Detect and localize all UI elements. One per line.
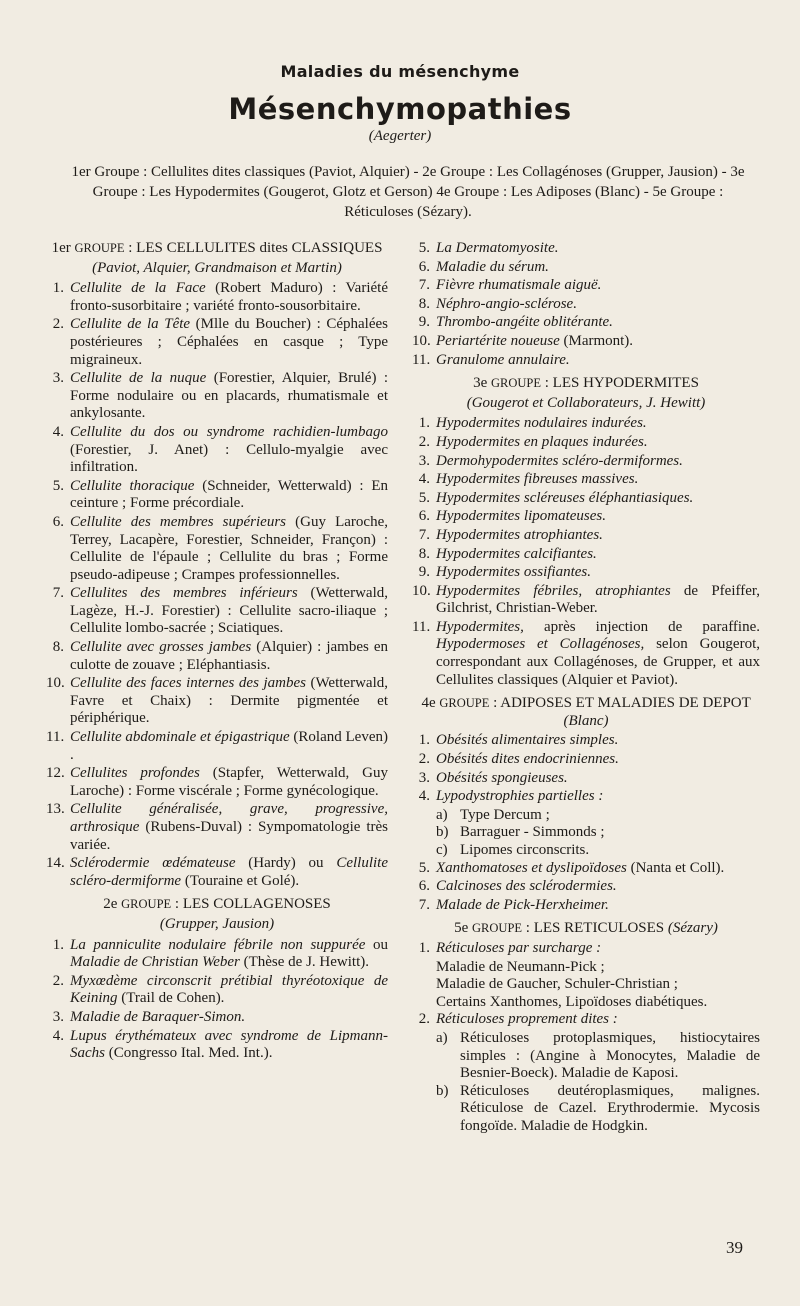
group-3-list — [412, 415, 764, 689]
item-text — [70, 370, 392, 423]
item-number: 3. — [52, 370, 64, 387]
item-title: Cellulite abdominale et épigastrique — [70, 729, 290, 746]
item-text — [436, 296, 760, 314]
item-text — [436, 751, 760, 769]
item-text — [70, 729, 392, 764]
item-number: 6. — [418, 878, 430, 895]
item-text — [436, 314, 760, 332]
list-item — [412, 751, 760, 769]
item-text — [436, 897, 760, 915]
list-item — [412, 860, 760, 878]
item-text — [70, 316, 392, 369]
item-title: Thrombo-angéite oblitérante. — [436, 314, 613, 331]
item-number: 6. — [418, 508, 430, 525]
group-4-list-continued — [412, 860, 760, 915]
item-text: Réticuloses proprement dites : — [436, 1011, 618, 1028]
item-text — [70, 585, 392, 638]
item-title: Periartérite noueuse — [436, 332, 560, 349]
group-3-title: LES HYPODERMITES — [552, 375, 699, 392]
item-detail: (Robert Maduro) : Variété fronto-susorbitaire ; variété fronto-sousorbitaire. — [70, 280, 392, 314]
item-detail: (Alquier) : jambes en culotte de zouave ; Eléphantiasis. — [70, 639, 392, 673]
list-item — [412, 434, 760, 452]
item-number: 7. — [52, 585, 64, 602]
item-detail: (Guy Laroche, Terrey, Lacapère, Forestier, Schneider, Françon) : Cellulite de l'épaule ; Cellulite du bras ; Forme pseudo-adipeuse ; Crampes professionnelles. — [70, 513, 392, 583]
group-5-item-1-lines — [412, 959, 760, 1012]
group-4-title: ADIPOSES ET MALADIES DE DEPOT — [500, 695, 751, 712]
sub-item-text: Type Dercum ; — [460, 806, 550, 823]
item-title: Cellulite scléro-dermiforme — [70, 855, 392, 889]
page-number: 39 — [726, 1238, 743, 1257]
item-text — [436, 471, 760, 489]
item-title: Maladie de Christian Weber — [70, 954, 240, 971]
group-1-authors: (Paviot, Alquier, Grandmaison et Martin) — [92, 259, 342, 276]
item-title: Hypodermites fébriles, atrophiantes — [436, 582, 671, 599]
list-item — [46, 765, 392, 800]
item-text — [70, 423, 392, 477]
group-4-heading: 4e GROUPE : ADIPOSES ET MALADIES DE DEPOT (Blanc) — [421, 695, 751, 729]
item-detail: (Stapfer, Wetterwald, Guy Laroche) : Forme viscérale ; Forme gynécologique. — [70, 765, 392, 799]
list-item — [412, 352, 760, 370]
group-2-authors: (Grupper, Jausion) — [159, 915, 275, 932]
item-text — [70, 280, 392, 315]
list-item — [412, 259, 760, 277]
supertitle: Maladies du mésenchyme — [280, 62, 520, 81]
item-number: 13. — [46, 801, 65, 818]
list-item — [46, 639, 392, 674]
group-2-heading: 2e GROUPE : LES COLLAGENOSES — [103, 896, 331, 913]
item-number: 9. — [418, 314, 430, 331]
item-title: Cellulite généralisée, grave, progressive, arthrosique — [70, 801, 392, 835]
item-detail: (Touraine et Golé). — [181, 872, 300, 889]
list-item — [46, 513, 392, 584]
title-author: (Aegerter) — [368, 128, 432, 144]
item-title: La Dermatomyosite. — [436, 240, 559, 256]
item-text: Réticuloses par surcharge : — [436, 939, 602, 956]
item-detail: (Congresso Ital. Med. Int.). — [105, 1045, 273, 1062]
list-item — [412, 618, 764, 689]
item-text — [436, 788, 760, 806]
item-text — [436, 770, 760, 788]
list-item — [412, 878, 760, 896]
group-4-list — [412, 732, 760, 805]
item-detail: (Forestier, J. Anet) : Cellulo-myalgie avec infiltration. — [70, 423, 392, 476]
sub-item-text: Barraguer - Simmonds ; — [460, 824, 605, 841]
list-item — [412, 490, 760, 508]
page-title: Mésenchymopathies — [228, 92, 572, 126]
item-title: Granulome annulaire. — [436, 351, 570, 368]
group-5-label: GROUPE — [472, 921, 523, 936]
sub-item — [412, 807, 760, 825]
list-item — [412, 333, 760, 351]
item-title: Hypodermites ossifiantes. — [436, 564, 591, 581]
item-number: 4. — [52, 1027, 64, 1044]
item-title: Fièvre rhumatismale aiguë. — [436, 277, 602, 294]
item-detail: selon Gougerot, correspondant aux Collagénoses, de Grupper, et aux Cellulites classiques (Alquier et Paviot). — [436, 636, 764, 688]
item-title: Cellulite des faces internes des jambes — [70, 675, 306, 692]
group-2-list-continued — [412, 240, 760, 369]
item-number: 7. — [418, 896, 430, 913]
group-3-authors: (Gougerot et Collaborateurs, J. Hewitt) — [466, 394, 706, 411]
group-1-title: LES CELLULITES dites CLASSIQUES — [136, 240, 383, 256]
item-title: La panniculite nodulaire fébrile non suppurée — [70, 936, 366, 953]
sub-item-text: Lipomes circonscrits. — [460, 842, 590, 858]
item-title: Cellulites profondes — [70, 765, 200, 782]
item-text — [70, 675, 392, 728]
item-detail: (Forestier, Alquier, Brulé) : Forme nodulaire ou en placards, rhumatismale et ankylosante. — [70, 370, 392, 422]
item-title: Cellulite de la Tête — [70, 316, 191, 333]
item-title: Hypodermites en plaques indurées. — [436, 433, 648, 450]
item-text — [436, 878, 760, 896]
item-detail: (Nanta et Coll). — [626, 859, 725, 876]
item-number: 2. — [418, 751, 430, 768]
item-line: Maladie de Gaucher, Schuler-Christian ; — [436, 976, 678, 993]
item-title: Hypodermoses et Collagénoses, — [436, 636, 645, 653]
item-number: 11. — [46, 729, 65, 746]
item-number: 2. — [418, 433, 430, 450]
list-item — [412, 732, 760, 750]
item-title: Dermohypodermites scléro-dermiformes. — [436, 452, 683, 469]
list-item — [46, 316, 392, 369]
sub-item — [412, 824, 760, 842]
group-4-num: 4e — [421, 695, 436, 712]
item-text — [70, 1009, 388, 1027]
item-text — [436, 434, 760, 452]
item-title: Lypodystrophies partielles : — [436, 788, 604, 805]
item-text — [436, 333, 760, 351]
list-item — [412, 788, 760, 806]
group-2-list — [46, 936, 392, 1063]
list-item — [46, 280, 392, 315]
item-title: Hypodermites nodulaires indurées. — [436, 415, 647, 432]
item-number: 7. — [418, 277, 430, 294]
group-3-heading: 3e GROUPE : LES HYPODERMITES — [473, 375, 699, 392]
item-detail: (Marmont). — [559, 332, 634, 349]
item-number: 10. — [46, 675, 65, 692]
sub-item-letter: a) — [436, 1029, 448, 1046]
list-item — [412, 582, 764, 618]
item-number: 8. — [52, 639, 64, 656]
item-line: Certains Xanthomes, Lipoïdoses diabétiques. — [436, 993, 708, 1010]
item-title: Cellulite avec grosses jambes — [70, 639, 252, 656]
list-item — [412, 897, 760, 915]
item-title: Cellulite des membres supérieurs — [70, 513, 286, 530]
list-item — [412, 453, 760, 471]
item-title: Hypodermites scléreuses éléphantiasiques. — [436, 489, 694, 506]
item-text — [70, 765, 392, 800]
item-detail: (Wetterwald, Lagèze, H.-J. Forestier) : Cellulite sacro-iliaque ; Cellulite lombo-sacrée ; Sciatiques. — [70, 585, 392, 637]
list-item — [46, 729, 392, 764]
item-number: 4. — [52, 423, 64, 440]
list-item — [412, 471, 760, 489]
list-item — [46, 801, 392, 854]
item-detail: (Mlle du Boucher) : Céphalées postérieures ; Céphalées en casque ; Type migraineux. — [70, 316, 392, 368]
list-item — [46, 1009, 388, 1027]
item-text — [436, 508, 760, 526]
group-5-sublist — [412, 1030, 760, 1136]
item-number: 10. — [412, 582, 431, 599]
item-detail: (Hardy) ou — [235, 855, 337, 872]
item-number: 3. — [418, 769, 430, 786]
item-text — [436, 546, 760, 564]
group-4-authors: (Blanc) — [563, 712, 609, 729]
left-column — [46, 240, 392, 1064]
item-title: Cellulites des membres inférieurs — [70, 585, 298, 602]
list-item — [46, 585, 392, 638]
item-detail: (Wetterwald, Favre et Chaix) : Dermite pigmentée et périphérique. — [70, 675, 392, 727]
item-text — [436, 527, 760, 545]
group-1-heading: 1er GROUPE : LES CELLULITES dites CLASSIQUES — [51, 240, 383, 256]
list-item — [412, 527, 760, 545]
sub-item — [412, 1083, 760, 1136]
group-3-num: 3e — [473, 375, 488, 392]
item-text — [436, 259, 760, 277]
item-line: Maladie de Neumann-Pick ; — [436, 958, 605, 975]
item-title: Calcinoses des sclérodermies. — [436, 878, 617, 895]
list-item — [412, 296, 760, 314]
sub-item-letter: b) — [436, 1082, 449, 1099]
list-item — [412, 546, 760, 564]
item-title: Lupus érythémateux avec syndrome de Lipmann-Sachs — [70, 1027, 388, 1062]
item-text — [436, 732, 760, 750]
item-number: 6. — [52, 513, 64, 530]
item-text — [436, 618, 764, 689]
list-item — [412, 277, 760, 295]
list-item — [46, 1028, 388, 1063]
group-5-num: 5e — [454, 920, 469, 937]
item-number: 5. — [418, 489, 430, 506]
item-text — [70, 1028, 388, 1063]
item-title: Hypodermites calcifiantes. — [436, 545, 597, 562]
item-number: 5. — [418, 859, 430, 876]
item-number: 7. — [418, 526, 430, 543]
item-number: 1. — [418, 939, 430, 956]
item-number: 1. — [418, 415, 430, 432]
group-2-num: 2e — [103, 896, 118, 913]
item-title: Obésités dites endocriniennes. — [436, 751, 619, 768]
item-text — [70, 639, 392, 674]
item-number: 10. — [412, 332, 431, 349]
item-title: Xanthomatoses et dyslipoïdoses — [436, 859, 627, 876]
list-item — [46, 936, 392, 972]
list-item — [46, 370, 392, 423]
item-text — [436, 564, 760, 582]
list-item — [412, 564, 760, 582]
item-title: Maladie du sérum. — [436, 258, 549, 275]
item-detail: après injection de paraffine. — [523, 618, 764, 635]
item-number: 8. — [418, 545, 430, 562]
item-text — [70, 513, 392, 584]
list-item — [46, 855, 392, 890]
group-2-title: LES COLLAGENOSES — [182, 896, 331, 913]
list-item — [46, 675, 392, 728]
item-number: 12. — [46, 765, 65, 782]
item-number: 8. — [418, 295, 430, 312]
item-detail: (Roland Leven) . — [70, 729, 392, 763]
item-number: 1. — [52, 936, 64, 953]
item-number: 9. — [418, 564, 430, 581]
item-number: 1. — [418, 732, 430, 749]
item-title: Hypodermites lipomateuses. — [436, 508, 606, 525]
item-text — [436, 582, 764, 618]
item-number: 2. — [52, 972, 64, 989]
item-number: 1. — [52, 280, 64, 297]
list-item — [46, 423, 392, 477]
sub-item — [412, 1030, 760, 1083]
item-number: 2. — [52, 316, 64, 333]
item-text — [436, 453, 760, 471]
item-number: 5. — [52, 477, 64, 494]
item-title: Néphro-angio-sclérose. — [436, 295, 577, 312]
list-item — [46, 477, 392, 513]
item-number: 11. — [412, 618, 431, 635]
sub-item-letter: a) — [436, 806, 448, 823]
item-number: 2. — [418, 1011, 430, 1028]
list-item — [46, 972, 392, 1008]
item-number: 4. — [418, 471, 430, 488]
item-text — [70, 477, 392, 513]
item-number: 5. — [418, 240, 430, 256]
group-3-label: GROUPE — [490, 376, 541, 391]
item-text — [70, 855, 392, 890]
item-title: Cellulite de la Face — [70, 280, 206, 297]
group-1-list — [46, 280, 392, 890]
item-number: 3. — [52, 1008, 64, 1025]
item-text — [70, 972, 392, 1008]
item-text — [70, 936, 392, 972]
item-text — [436, 277, 760, 295]
item-detail: (Schneider, Wetterwald) : En ceinture ; Forme précordiale. — [70, 477, 392, 512]
item-number: 3. — [418, 452, 430, 469]
item-title: Cellulite de la nuque — [70, 370, 207, 387]
item-title: Obésités spongieuses. — [436, 769, 568, 786]
item-number: 4. — [418, 788, 430, 805]
item-title: Hypodermites atrophiantes. — [436, 526, 603, 543]
item-detail: ou — [365, 936, 392, 953]
list-item — [412, 940, 760, 958]
list-item — [412, 314, 760, 332]
list-item — [412, 415, 760, 433]
item-title: Malade de Pick-Herxheimer. — [436, 896, 609, 913]
list-item — [412, 240, 760, 258]
item-title: Myxœdème circonscrit prétibial thyréotoxique de Keining — [70, 972, 392, 1007]
sub-item — [412, 842, 760, 860]
item-detail: (Thèse de J. Hewitt). — [239, 954, 369, 971]
group-1-num: 1er — [51, 240, 71, 256]
group-4-sublist — [412, 807, 760, 860]
item-text — [436, 240, 760, 258]
item-detail: (Trail de Cohen). — [117, 990, 225, 1007]
item-text — [70, 801, 392, 854]
item-number: 6. — [418, 258, 430, 275]
item-number: 11. — [412, 351, 431, 368]
group-5-heading: 5e GROUPE : LES RETICULOSES (Sézary) — [454, 920, 718, 937]
intro-paragraph: 1er Groupe : Cellulites dites classiques (Paviot, Alquier) - 2e Groupe : Les Collagénoses (Grupper, Jausion) - 3e Groupe : Les Hypodermites (Gougerot, Glotz et Gerson) 4e Groupe : Les Adiposes (Blanc) - 5e Groupe : Réticuloses (Sézary). — [71, 164, 745, 220]
item-detail: (Rubens-Duval) : Sympomatologie très variée. — [70, 819, 392, 853]
item-title: Cellulite du dos ou syndrome rachidien-lumbago — [70, 423, 388, 440]
right-column — [412, 240, 764, 1136]
list-item — [412, 1011, 760, 1029]
item-detail: de Pfeiffer, Gilchrist, Christian-Weber. — [436, 582, 764, 617]
group-4-label: GROUPE — [439, 696, 490, 711]
item-title: Maladie de Baraquer-Simon. — [70, 1008, 246, 1025]
group-5-title: LES RETICULOSES — [533, 920, 665, 937]
item-text — [436, 352, 760, 370]
item-title: Hypodermites fibreuses massives. — [436, 471, 639, 488]
list-item — [412, 770, 760, 788]
group-5-authors: (Sézary) — [667, 920, 718, 937]
group-2-label: GROUPE — [121, 897, 172, 912]
sub-item-text: Réticuloses deutéroplasmiques, malignes. Réticulose de Cazel. Erythrodermie. Mycosis fongoïde. Maladie de Hodgkin. — [460, 1082, 760, 1134]
item-number: 14. — [46, 855, 65, 872]
sub-item-letter: c) — [436, 842, 448, 858]
sub-item-text: Réticuloses protoplasmiques, histiocytaires simples : (Angine à Monocytes, Maladie de Besnier-Boeck). Maladie de Kaposi. — [460, 1029, 760, 1082]
item-text — [436, 490, 760, 508]
sub-item-letter: b) — [436, 824, 449, 841]
list-item — [412, 508, 760, 526]
item-title: Cellulite thoracique — [70, 477, 195, 494]
item-title: Hypodermites, — [436, 618, 524, 635]
item-text — [436, 415, 760, 433]
group-1-label: GROUPE — [74, 241, 125, 255]
item-title: Sclérodermie œdémateuse — [70, 855, 236, 872]
item-title: Obésités alimentaires simples. — [436, 732, 619, 749]
item-text — [436, 860, 760, 878]
